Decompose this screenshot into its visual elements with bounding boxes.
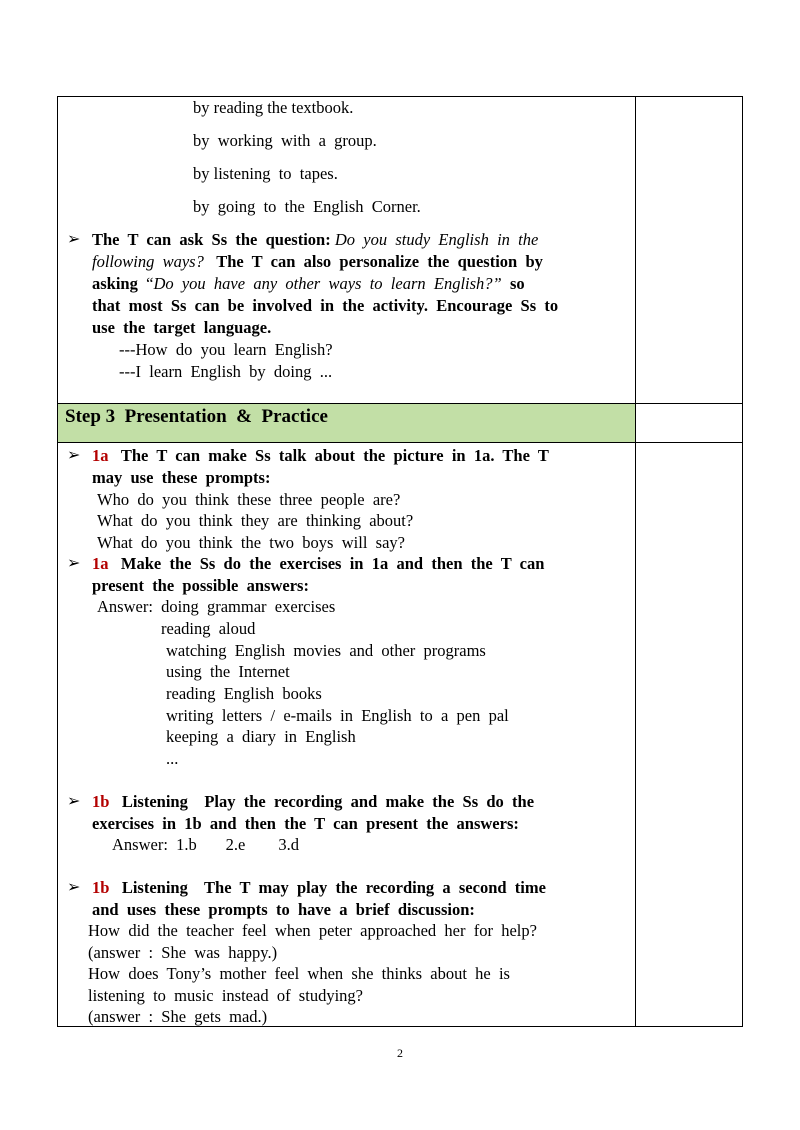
- item-3: by listening to tapes.: [193, 164, 338, 183]
- arrow-bullet-icon: ➢: [67, 231, 81, 248]
- lesson-table: Step 3 Presentation & Practice by reading the textbook. by working with a group. by listening to tapes. by going to the English Corner. ➢ The T can ask Ss the question: Do you study English in the following ways? The T can also personalize the question by asking “Do you have any other ways to learn English?” so that most Ss can be involved in the activity. Encourage Ss to use the target language. ---How do you learn English? ---I learn English by doing ... ➢ 1a The T can make Ss talk about the picture in 1a. The T may use these prompts: Who do you think these three people are? What do you think they are thinking about? What do you think the two boys will say? ➢ 1a Make the Ss do the exercises in 1a and then the T can present the possible answers: Answer: doing grammar exercises reading aloud watching English movies and other programs using the Internet reading English books writing letters / e-mails in English to a pen pal keeping a diary in English ... ➢ 1b Listening Play the recording and make the Ss do the exercises in 1b and then the T can present the answers: Answer: 1.b 2.e 3.d ➢ 1b Listening The T may play the recording a second time and uses these prompts to have a brief discussion: How did the teacher feel when peter approached her for help? (answer : She was happy.) How does Tony’s mother feel when she thinks about he is listening to music instead of studying? (answer : She gets mad.): [57, 96, 743, 1027]
- item-1: by reading the textbook.: [193, 98, 354, 117]
- arrow-bullet-icon: ➢: [67, 793, 81, 810]
- arrow-bullet-icon: ➢: [67, 447, 81, 464]
- item-4: by going to the English Corner.: [193, 197, 421, 216]
- arrow-bullet-icon: ➢: [67, 879, 81, 896]
- dialog-line-1: ---How do you learn English?: [119, 340, 333, 359]
- page-number: 2: [397, 1046, 403, 1060]
- dialog-line-2: ---I learn English by doing ...: [119, 362, 333, 381]
- item-2: by working with a group.: [193, 131, 377, 150]
- arrow-bullet-icon: ➢: [67, 555, 81, 572]
- step-header: Step 3 Presentation & Practice: [65, 406, 328, 427]
